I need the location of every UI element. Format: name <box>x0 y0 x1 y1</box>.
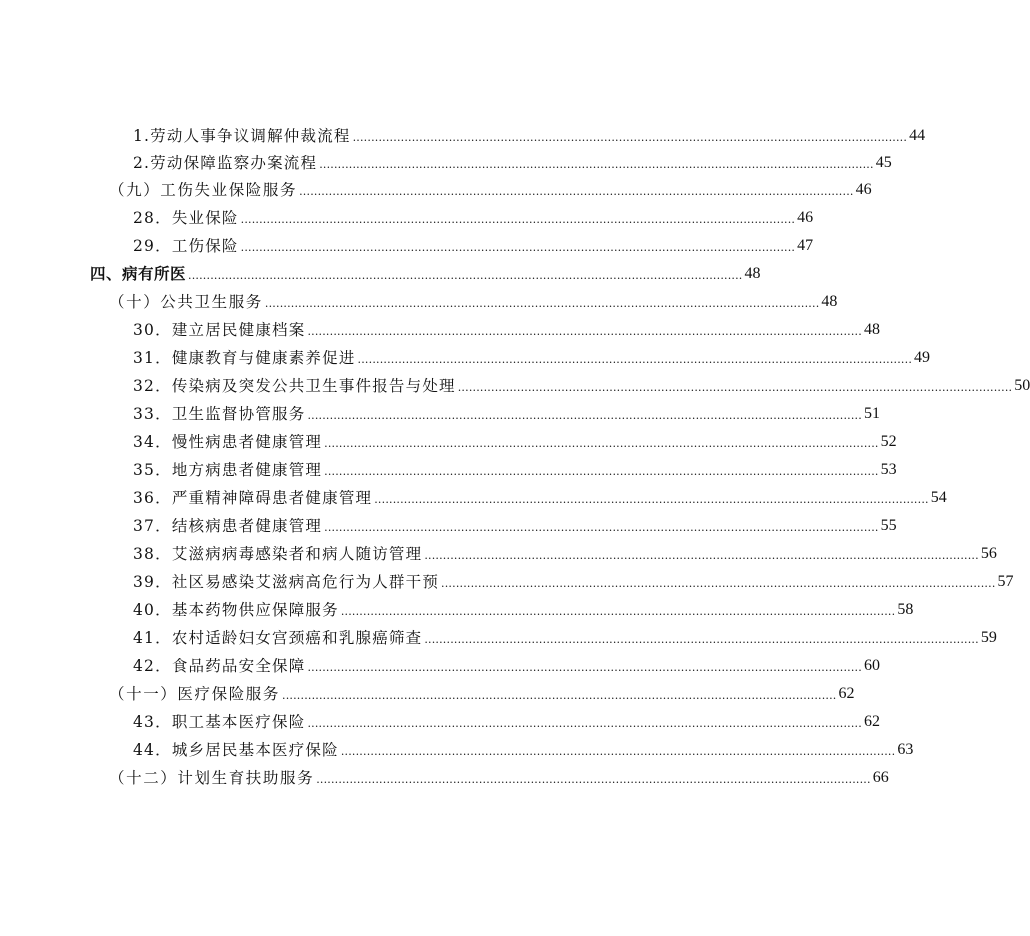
toc-entry-page: 51 <box>863 405 880 422</box>
toc-entry[interactable] <box>133 398 880 424</box>
toc-entry[interactable] <box>90 258 761 284</box>
toc-entry-label: 44．城乡居民基本医疗保险 <box>133 741 339 759</box>
toc-entry-page: 50 <box>1014 377 1030 394</box>
toc-entry[interactable] <box>109 286 838 312</box>
toc-entry-label: 1.劳动人事争议调解仲裁流程 <box>133 127 351 145</box>
toc-entry-page: 44 <box>909 127 926 144</box>
dot-leader: ...................................................................................................................................................... <box>307 325 862 338</box>
toc-entry[interactable] <box>133 426 897 452</box>
toc-entry[interactable] <box>109 678 855 704</box>
toc-entry-label: 四、病有所医 <box>90 265 187 283</box>
toc-entry[interactable] <box>133 566 1014 592</box>
toc-entry-page: 55 <box>880 517 897 534</box>
toc-entry-label: 2.劳动保障监察办案流程 <box>133 154 318 172</box>
dot-leader: ...................................................................................................................................................... <box>307 409 862 422</box>
toc-entry-page: 48 <box>744 265 761 282</box>
dot-leader: ...................................................................................................................................................... <box>240 213 796 226</box>
toc-entry-page: 63 <box>897 741 914 758</box>
toc-entry-page: 48 <box>863 321 880 338</box>
toc-entry-label: 39．社区易感染艾滋病高危行为人群干预 <box>133 573 440 591</box>
toc-entry-page: 58 <box>897 601 914 618</box>
toc-entry-label: 30．建立居民健康档案 <box>133 321 306 339</box>
toc-entry-page: 57 <box>997 573 1014 590</box>
toc-entry[interactable] <box>133 734 914 760</box>
toc-entry-label: 33．卫生监督协管服务 <box>133 405 306 423</box>
toc-entry-page: 46 <box>797 209 814 226</box>
dot-leader: ...................................................................................................................................................... <box>424 549 979 562</box>
toc-entry-label: （十）公共卫生服务 <box>109 293 263 311</box>
toc-entry[interactable] <box>133 538 997 564</box>
toc-entry[interactable] <box>133 650 880 676</box>
dot-leader: ...................................................................................................................................................... <box>324 437 879 450</box>
toc-entry[interactable] <box>133 622 997 648</box>
dot-leader: ...................................................................................................................................................... <box>457 381 1013 394</box>
toc-entry-page: 53 <box>880 461 897 478</box>
toc-entry-label: 31．健康教育与健康素养促进 <box>133 349 356 367</box>
dot-leader: ...................................................................................................................................................... <box>316 773 871 786</box>
toc-entry-label: 40．基本药物供应保障服务 <box>133 601 339 619</box>
dot-leader: ...................................................................................................................................................... <box>441 577 996 590</box>
dot-leader: ...................................................................................................................................................... <box>340 745 896 758</box>
toc-entry-label: 43．职工基本医疗保险 <box>133 713 306 731</box>
toc-entry-page: 49 <box>914 349 931 366</box>
toc-entry[interactable] <box>133 342 931 368</box>
toc-entry-label: 41．农村适龄妇女宫颈癌和乳腺癌筛查 <box>133 629 423 647</box>
dot-leader: ...................................................................................................................................................... <box>424 633 979 646</box>
toc-entry-page: 66 <box>872 769 889 786</box>
toc-entry-label: （十二）计划生育扶助服务 <box>109 769 315 787</box>
toc-entry-label: （九）工伤失业保险服务 <box>109 181 298 199</box>
toc-entry-page: 54 <box>930 489 947 506</box>
toc-entry-page: 62 <box>863 713 880 730</box>
dot-leader: ...................................................................................................................................................... <box>264 297 820 310</box>
dot-leader: ...................................................................................................................................................... <box>240 241 796 254</box>
dot-leader: ...................................................................................................................................................... <box>282 689 837 702</box>
toc-entry-page: 60 <box>863 657 880 674</box>
dot-leader: ...................................................................................................................................................... <box>340 605 896 618</box>
dot-leader: ...................................................................................................................................................... <box>307 717 862 730</box>
toc-entry-label: 28．失业保险 <box>133 209 239 227</box>
toc-entry-page: 45 <box>875 154 892 171</box>
dot-leader: ...................................................................................................................................................... <box>357 353 913 366</box>
toc-entry[interactable] <box>133 510 897 536</box>
toc-entry-label: 38．艾滋病病毒感染者和病人随访管理 <box>133 545 423 563</box>
dot-leader: ...................................................................................................................................................... <box>374 493 929 506</box>
toc-entry[interactable] <box>133 454 897 480</box>
toc-entry[interactable] <box>133 594 914 620</box>
toc-entry[interactable] <box>133 706 880 732</box>
toc-entry[interactable] <box>133 230 814 256</box>
toc-entry-page: 46 <box>855 181 872 198</box>
toc-entry-page: 56 <box>980 545 997 562</box>
toc-entry-page: 59 <box>980 629 997 646</box>
toc-entry[interactable] <box>133 202 814 228</box>
toc-entry-label: 35．地方病患者健康管理 <box>133 461 323 479</box>
toc-entry-page: 48 <box>821 293 838 310</box>
toc-entry-label: 42．食品药品安全保障 <box>133 657 306 675</box>
toc-entry-page: 52 <box>880 433 897 450</box>
dot-leader: ...................................................................................................................................................... <box>324 465 879 478</box>
toc-entry[interactable] <box>109 762 889 788</box>
toc-entry-page: 62 <box>838 685 855 702</box>
dot-leader: ...................................................................................................................................................... <box>188 269 743 282</box>
dot-leader: ...................................................................................................................................................... <box>352 131 908 144</box>
toc-entry-label: 36．严重精神障碍患者健康管理 <box>133 489 373 507</box>
toc-entry-label: 37．结核病患者健康管理 <box>133 517 323 535</box>
toc-entry-label: 34．慢性病患者健康管理 <box>133 433 323 451</box>
toc-entry[interactable] <box>133 482 947 508</box>
toc-entry-label: 29．工伤保险 <box>133 237 239 255</box>
toc-entry[interactable] <box>109 174 872 200</box>
toc-entry[interactable] <box>133 120 926 146</box>
dot-leader: ...................................................................................................................................................... <box>319 158 874 171</box>
dot-leader: ...................................................................................................................................................... <box>324 521 879 534</box>
dot-leader: ...................................................................................................................................................... <box>299 185 854 198</box>
toc-entry-label: 32．传染病及突发公共卫生事件报告与处理 <box>133 377 456 395</box>
toc-entry[interactable] <box>133 147 892 173</box>
toc-entry-label: （十一）医疗保险服务 <box>109 685 281 703</box>
dot-leader: ...................................................................................................................................................... <box>307 661 862 674</box>
toc-entry-page: 47 <box>797 237 814 254</box>
toc-entry[interactable] <box>133 314 880 340</box>
toc-entry[interactable] <box>133 370 1030 396</box>
